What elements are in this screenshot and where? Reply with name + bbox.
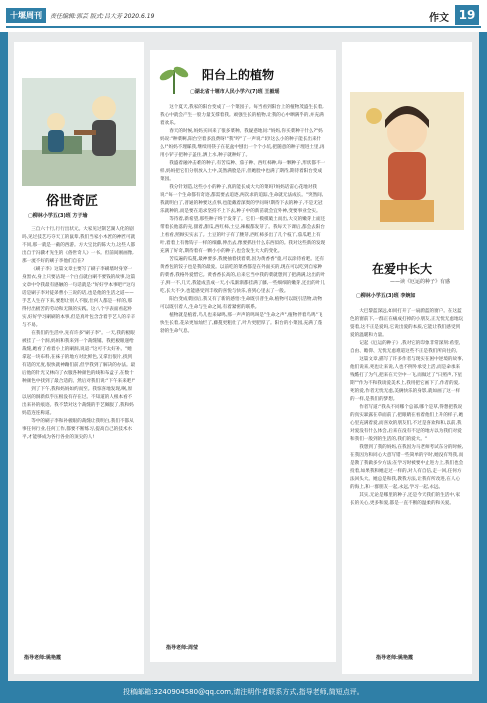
- paragraph: 三自六十行,行行出状元。大家见过制艺湖人化的剧吗,见过技艺巧夺天工的鼠辈,我们当家小木匠的神匠可就不同,那一就是一截的西游。方大宝比的陈大力,这些人都出自于冯骥才先生的《俗世奇人》一书。但前间刚画像,那一流不好的刷子李他们自在?: [22, 227, 136, 264]
- teacher-credit: 指导老师:周莹: [166, 645, 199, 651]
- article-title: 俗世奇匠: [46, 194, 99, 209]
- teacher-credit: 指导老师:姚艳霞: [376, 655, 414, 661]
- paragraph: 这个夏天,我家的阳台变成了一个菜园子。每当看到阳台上的植物茂盛生长着,我心中就会产生一股力量支撑着我。顽强生长的植物,让我的心中晒满乎的,并充满着欢乐。: [160, 105, 324, 126]
- page-number: 19: [455, 5, 479, 25]
- article-body: [160, 104, 326, 634]
- paragraph: 到了下午,我和妈妈如约而至。我惊喜地发现,啊,原以居的洞新似乎压根没有存在过。不知道的人根本看不出来补的痕迹。我不禁对这个裁缝的手艺佩服了,我和妈妈造连连称道。: [22, 387, 134, 416]
- plant-icon: [154, 60, 194, 96]
- right-stripe: [479, 32, 487, 682]
- craftsman-illustration: [22, 78, 136, 186]
- article-body: [22, 226, 136, 644]
- paragraph: 记起《厄运的种子》,我对它的印象非常深刻:希望、自由、瞻仰、无忧无虑难道这些不正是我们所向往的。: [350, 341, 464, 354]
- paragraph: 春天的时候,妈妈买回来了很多菜种。我疑惑地问:"妈妈,你买菜种干什么?"妈妈说:"种菜啊,阳台空着多浪费呀!"我"哼"了一声说:"切!这么小的种子能长出来什么!"妈妈不理睬我,继续用筷子在花盆中刨出一个个小坑,把随意的种子埋进土里,再用小铲子把种子盖住,洒上水,种子就种好了。: [160, 129, 325, 158]
- section-title: 作文: [429, 13, 449, 24]
- paragraph: 我盛着融冲击难的种子,有苦瓜种、茄子种、西红柿种,每一颗种子,形状都不一样,妈妈把它们分别放入土中,美然满脸是汗,但她脸中也满了期待,期待着阳台变成菜园。: [160, 161, 326, 182]
- article-1-panel: [14, 42, 144, 674]
- article-author: ▢柳林小学五(3)班 方子瑜: [28, 213, 88, 219]
- article-subtitle: ——读《厄运的种子》有感: [390, 279, 451, 285]
- article-2-panel: [150, 50, 336, 662]
- paragraph: 大巴黎蓝深远,如同打开了一扇蔚蓝的窗户。在这蓝色的窗前下,一群正在痛成打掉的小朋友,正无忧无虑地玩耍着,这不正是爱吗,它说出爱的本质,它能让我们感受到爱的温暖和力量。: [350, 309, 464, 338]
- article-3-panel: [342, 42, 472, 674]
- masthead-logo: 十堰周刊: [6, 8, 46, 23]
- paragraph: 《刷子李》这篇文章主要写了刷子李刷墙时身穿一身黑衣,身上只要沾现一个白点就白刷不要钱的故事,这篇文章中令我最有感触的一句话就是:"好好学本事吧!"这句话是刷子李对徒弟曹小三说的话,也是他的生活之道——手艺人生存下来,要想让别人不服,仕何人都是一样的,那得付出极苦的劳动和无限的实践。这八个字表面看起朴实,好好学习刷刷的本事,但是真叶包含含着手艺人的辛辛与不易。: [22, 267, 136, 328]
- article-author: ▢湖北省十堰市人民小学六(7)班 王毅瑶: [190, 89, 280, 95]
- paragraph: 苦瓜遍的瓜蔓,最神要多,我便抽着找着菜,因为黄香香"童,可以涂待看吧。还有黄香包的饺子也是我的最爱。以前吃的菜香都是在外面买的,现在可以吃到自家种的菜香,我格外爱惜它。黄香香长高的,后来它当中我的菜就想到了把满满,这出的叶子,鲜一不,几天,我能成丢成一天,小瓜渐渐都挂满了藤,一些细细的嫩芽,还出的叶儿吃,长大不少,也能感受到丰收的喜悦与快乐,喜到心里去了一般。: [160, 257, 326, 294]
- paragraph: 等待着,新希望,那些种子终于发芽了。它们一模模破土而出,大交的嫩芽上面还带着长他落的壳,甜着,甜瓜,西红柿,土豆,辣椒都发芽了。我每天下课后,都会去阳台上看看,照顾实实去了。土豆的叶子有了腰芽,西红柿多出了几个枝丫,茄瓜吧上有叶,着着上有像钩子一样的细藤,伸出去,像要抓住什么东西似的。我对这些新的发现充满了好奇,期待着有一颗小小的种子,也会发生大大的变化。: [160, 217, 326, 254]
- submission-footer: 投稿邮箱:3240904580@qq.com,请注明作者联系方式,指导老师,简短点评。: [0, 681, 487, 703]
- paragraph: 阳台变成菜园后,我又有了新的感悟:生命既引普生命,植物可以既引活物,动物可以既引着人,生命与生命之间,有着紧密的联系。: [160, 297, 323, 310]
- paragraph: 其实,无论是哪里的种子,还是今天我们的生活中,家长的关心,更多和爱,都是一直不断的温柔的和关爱。: [350, 493, 461, 506]
- editor-info: 责任编辑:郭芸 版式:吕大芳 2020.6.19: [50, 13, 155, 20]
- paragraph: 作者写道:"我从不同哪个总部,哪个是草,得想把我说的真实暴露在草面前了,把眼睛在看着他们上升的样子,她心里充满着爱,而喜欢的朋友们,不过是喜欢和和,以前,我对爱没有什么体会,后来在没有不足的地方以为我们对爱和我们一般到的生活的,我们的爱大。": [350, 405, 464, 442]
- teacher-credit: 指导老师:姚艳霞: [24, 655, 62, 661]
- child-illustration: [350, 92, 464, 230]
- article-title: 在爱中长大: [372, 262, 433, 276]
- header-rule: [6, 26, 481, 28]
- paragraph: 这篇文章,描写了许多作者与现实在困中逆境的故事,他们说来,死也让来说,人也不例外承受上活,而是命承来残酷打了为气,把来在天空中一飞,而做过了"日照声,下星期""作为不和我谈爱美术上,我用把它画下了,作者的爱,死的爱,作者无忧无虑,美俩快乐的身影,就如画了这一样的一样,是我们的梦想。: [350, 357, 464, 402]
- paragraph: 在我们的生活中,先有许多"刷子李"。一天,我的板眼被挂了一个洞,妈妈和我来到一个裁缝铺。我把板眼递给裁缝,她看了看着小上的刷洞,说道:"这可不太好补。"她拿起一块布料,在袜子的地方对比鲜色,又拿出很片,找到有适的光度,很快就神蹦们前,但学我到了解决的办法。最后他的针光又林向了衣服各种颜色的线和布盒子,在数十种颜色中找到了最合适的。然后对我们说:"下午来来吧!": [22, 331, 136, 384]
- left-stripe: [0, 32, 8, 682]
- article-body: [350, 308, 464, 648]
- paragraph: 我想到了我的妈妈,在我因为马老师考试东分的时候,在我因为和同心大意写错一些简单的字时,她没有骂我,而是教了我做多少方法;在学习时被要中止进力上,我们也会投着,如果我和她走过一样的,对人有自信,走一回,任何方法回头大。她总是和我,教我方法,让我有所改进,在人心的海上,和一群朋友一起,永远,学习一起,永远。: [350, 445, 464, 490]
- paragraph: 植物就是植着,鸟儿也来碌鸣,那一声声的鸣叫是"生命之声",植物伴着鸟鸣"飞快生长着,花朵更加灿烂了,藤蔓更粗壮了,叶片更肥厚了。阳台的小菜园,充满了蓬勃的生命气息。: [160, 313, 323, 334]
- paragraph: 等中的刷子李和补板眼的裁缝让我明白,我们不都从事任何行业,任何工作,都要不断练习,提高自己的技术水平,才能够成为各行各业的顶尖的人!: [22, 419, 134, 440]
- article-author: ▢柳林小学五(3)班 李婉如: [356, 293, 416, 299]
- paragraph: 我分针划造,这些小小的种子,真的能长成大大的菜吗?妈妈话雷心花地对我说:"每一个生命都有奇迹,都需要去追逐,两次求的追踪,生命就无法成长。"突然间,我就明白了,普通的种要这点事,也能戴着深奥的学问呀!期待下去的种子,不是无冠乐就种的,而是要在追求坚持不上下去,种子中的新苗就会宜外神,变要事业全实。: [160, 185, 324, 214]
- article-title: 阳台上的植物: [202, 68, 275, 82]
